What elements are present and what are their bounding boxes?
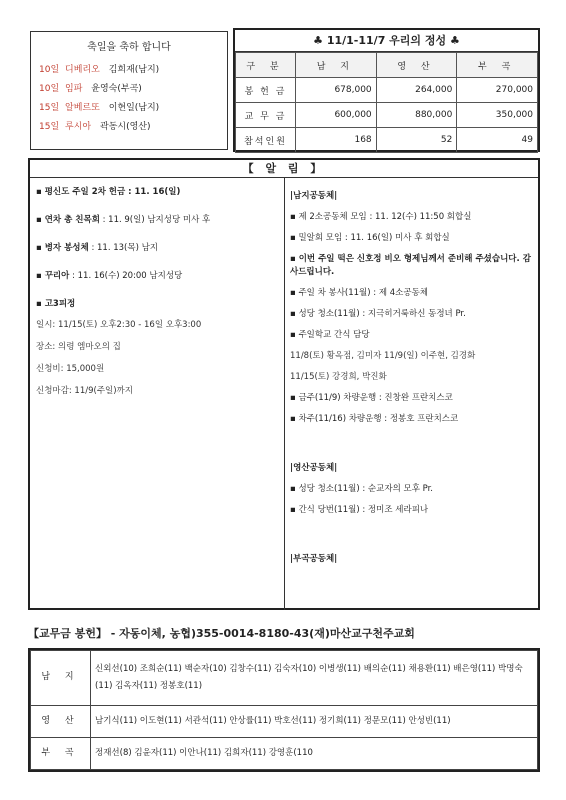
offering-table	[235, 52, 538, 153]
offering-account-line: 【교무금 봉헌】 - 자동이체, 농협)355-0014-8180-43(재)마산교구천주교회	[28, 627, 415, 640]
community-item: ▪ 간식 당번(11월) : 정미조 세라피나	[290, 505, 429, 515]
feast-person: 윤영숙(부곡)	[91, 84, 142, 94]
notice-item	[36, 214, 280, 227]
offering-header: 남 지	[296, 53, 377, 78]
roster-row	[31, 705, 538, 737]
community-heading-bugok: |부곡공동체|	[290, 554, 338, 564]
offering-row	[236, 78, 538, 103]
community-item: ▪ 제 2소공동체 모임 : 11. 12(수) 11:50 회합실	[290, 212, 472, 222]
community-item: ▪ 밀알회 모임 : 11. 16(일) 미사 후 회합실	[290, 233, 450, 243]
feast-date: 15일	[39, 103, 60, 113]
feast-person: 이현일(남지)	[108, 103, 160, 113]
feast-saint: 루시아	[65, 122, 92, 132]
notice-item	[36, 270, 280, 283]
notice-left-column	[36, 186, 280, 407]
feast-saint: 임파	[65, 84, 83, 94]
community-item: ▪ 금주(11/9) 차량운행 : 진창완 프란치스코	[290, 393, 453, 403]
retreat-line: 장소: 의령 엠마오의 집	[36, 342, 121, 352]
feast-saint: 알베르또	[65, 103, 100, 113]
community-item: ▪ 성당 청소(11월) : 순교자의 모후 Pr.	[290, 484, 433, 494]
offering-header: 구 분	[236, 53, 296, 78]
offering-label: 교 무 금	[236, 103, 296, 128]
feast-day-box	[30, 31, 228, 150]
offering-header: 영 산	[376, 53, 457, 78]
notice-item-title: ▪ 병자 봉성체	[36, 243, 89, 253]
column-divider	[284, 178, 285, 610]
offering-value: 49	[457, 128, 538, 153]
notice-item-detail: : 11. 9(일) 남지성당 미사 후	[99, 215, 211, 225]
offering-label: 참석인원	[236, 128, 296, 153]
feast-row	[39, 100, 219, 113]
retreat-line: 신청비: 15,000원	[36, 364, 105, 374]
notice-item-detail: : 11. 16(수) 20:00 남지성당	[69, 271, 183, 281]
roster-row	[31, 737, 538, 769]
notice-right-column	[290, 186, 538, 574]
offering-label: 봉 헌 금	[236, 78, 296, 103]
feast-person: 김희재(남지)	[108, 65, 160, 75]
community-heading-namji: |남지공동체|	[290, 191, 338, 201]
community-item: ▪ 주일학교 간식 담당	[290, 330, 370, 340]
retreat-line: 일시: 11/15(토) 오후2:30 - 16일 오후3:00	[36, 320, 202, 330]
notice-item	[36, 242, 280, 255]
feast-row	[39, 62, 219, 75]
roster-label: 영 산	[31, 705, 91, 737]
feast-date: 15일	[39, 122, 60, 132]
feast-date: 10일	[39, 84, 60, 94]
feast-date: 10일	[39, 65, 60, 75]
offering-row	[236, 103, 538, 128]
notice-heading: 【 알 림 】	[30, 160, 538, 178]
offering-value: 350,000	[457, 103, 538, 128]
notice-item-title: ▪ 고3피정	[36, 299, 76, 309]
roster-label: 남 지	[31, 651, 91, 706]
offering-value: 880,000	[376, 103, 457, 128]
community-item: ▪ 주일 차 봉사(11월) : 제 4소공동체	[290, 288, 429, 298]
notice-item	[36, 186, 280, 199]
feast-row	[39, 119, 219, 132]
snack-schedule: 11/15(토) 강경희, 박진화	[290, 372, 387, 382]
notice-item-title: ▪ 꾸리아	[36, 271, 70, 281]
offering-value: 270,000	[457, 78, 538, 103]
feast-row	[39, 81, 219, 94]
community-item: ▪ 이번 주일 떡은 신호정 비오 형제님께서 준비해 주셨습니다. 감사드립니다.	[290, 254, 531, 277]
community-item: ▪ 차주(11/16) 차량운행 : 정봉호 프란치스코	[290, 414, 459, 424]
community-heading-yeongsan: |영산공동체|	[290, 463, 338, 473]
offering-row	[236, 128, 538, 153]
offering-value: 168	[296, 128, 377, 153]
snack-schedule: 11/8(토) 황옥점, 김미자 11/9(일) 이주현, 김경화	[290, 351, 476, 361]
notice-box	[28, 158, 540, 610]
feast-saint: 디베리오	[65, 65, 100, 75]
roster-label: 부 곡	[31, 737, 91, 769]
offering-box	[233, 28, 540, 152]
roster-names: 정재선(8) 김윤자(11) 이안나(11) 김희자(11) 강영훈(110	[91, 737, 538, 769]
offering-value: 264,000	[376, 78, 457, 103]
notice-item-detail: : 11. 13(목) 남지	[88, 243, 159, 253]
offering-header-row	[236, 53, 538, 78]
offering-value: 600,000	[296, 103, 377, 128]
notice-item	[36, 298, 280, 311]
roster-names: 신외선(10) 조희순(11) 백순자(10) 김창수(11) 김숙자(10) 이병생(11) 배의순(11) 채용환(11) 배은영(11) 박명숙(11) 김옥자(11) 정봉호(11)	[91, 651, 538, 706]
roster-table	[30, 650, 538, 770]
notice-item-text: ▪ 평신도 주일 2차 헌금 : 11. 16(일)	[36, 187, 181, 197]
offering-roster	[28, 648, 540, 772]
feast-title: 축일을 축하 합니다	[87, 42, 171, 53]
retreat-line: 신청마감: 11/9(주일)까지	[36, 386, 133, 396]
roster-row	[31, 651, 538, 706]
offering-value: 52	[376, 128, 457, 153]
roster-names: 남기식(11) 이도현(11) 서관석(11) 안상률(11) 박호선(11) 정기희(11) 정문모(11) 안성빈(11)	[91, 705, 538, 737]
notice-item-title: ▪ 연차 총 친목회	[36, 215, 100, 225]
offering-title: ♣ 11/1-11/7 우리의 정성 ♣	[235, 30, 538, 52]
feast-person: 곽동시(영산)	[100, 122, 151, 132]
offering-value: 678,000	[296, 78, 377, 103]
offering-header: 부 곡	[457, 53, 538, 78]
community-item: ▪ 성당 청소(11월) : 지극히거룩하신 동정녀 Pr.	[290, 309, 466, 319]
